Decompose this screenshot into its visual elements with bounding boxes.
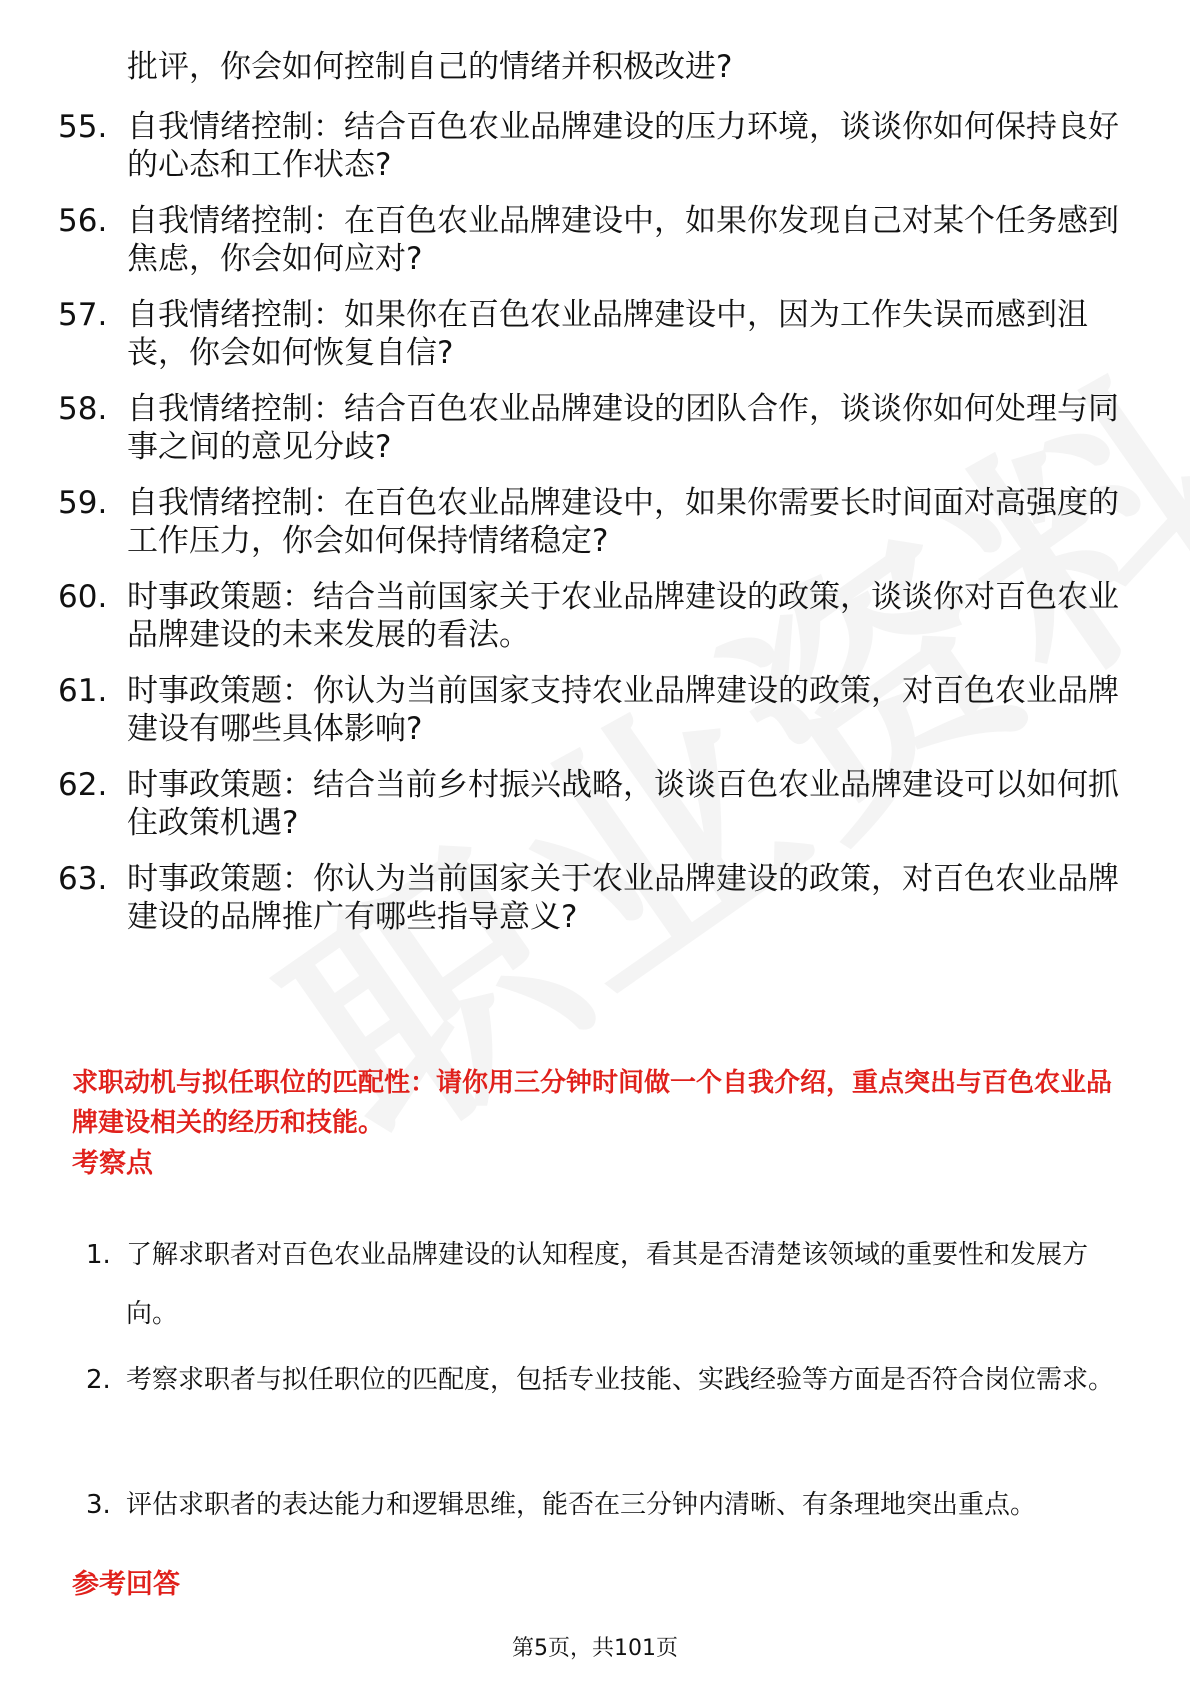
- page-indicator: 第5页，共101页: [512, 1636, 678, 1661]
- exam-points-label: 考察点: [72, 1148, 153, 1179]
- question-text: 自我情绪控制：如果你在百色农业品牌建设中，因为工作失误而感到沮丧，你会如何恢复自信?: [127, 297, 1088, 371]
- question-continuation: 批评，你会如何控制自己的情绪并积极改进?: [127, 49, 733, 85]
- question-text: 时事政策题：结合当前国家关于农业品牌建设的政策，谈谈你对百色农业品牌建设的未来发展的看法。: [127, 579, 1119, 653]
- question-text: 时事政策题：你认为当前国家关于农业品牌建设的政策，对百色农业品牌建设的品牌推广有哪些指导意义?: [127, 861, 1119, 935]
- list-text: 考察求职者与拟任职位的匹配度，包括专业技能、实践经验等方面是否符合岗位需求。: [126, 1365, 1115, 1395]
- question-number: 60.: [58, 579, 108, 615]
- question-number: 57.: [58, 297, 108, 333]
- list-text: 评估求职者的表达能力和逻辑思维，能否在三分钟内清晰、有条理地突出重点。: [126, 1490, 1037, 1520]
- list-number: 2.: [86, 1365, 111, 1395]
- question-number: 56.: [58, 203, 108, 239]
- question-text: 时事政策题：结合当前乡村振兴战略，谈谈百色农业品牌建设可以如何抓住政策机遇?: [127, 767, 1119, 841]
- question-number: 63.: [58, 861, 108, 897]
- question-text: 自我情绪控制：在百色农业品牌建设中，如果你需要长时间面对高强度的工作压力，你会如何保持情绪稳定?: [127, 485, 1119, 559]
- question-number: 58.: [58, 391, 108, 427]
- question-number: 59.: [58, 485, 108, 521]
- featured-question: 求职动机与拟任职位的匹配性：请你用三分钟时间做一个自我介绍，重点突出与百色农业品牌建设相关的经历和技能。: [72, 1068, 1113, 1138]
- question-number: 62.: [58, 767, 108, 803]
- list-number: 3.: [86, 1490, 111, 1520]
- question-text: 自我情绪控制：结合百色农业品牌建设的压力环境，谈谈你如何保持良好的心态和工作状态?: [127, 109, 1119, 183]
- question-text: 时事政策题：你认为当前国家支持农业品牌建设的政策，对百色农业品牌建设有哪些具体影响?: [127, 673, 1119, 747]
- question-number: 61.: [58, 673, 108, 709]
- list-text: 了解求职者对百色农业品牌建设的认知程度，看其是否清楚该领域的重要性和发展方向。: [126, 1240, 1089, 1329]
- question-text: 自我情绪控制：在百色农业品牌建设中，如果你发现自己对某个任务感到焦虑，你会如何应对?: [127, 203, 1119, 277]
- question-text: 自我情绪控制：结合百色农业品牌建设的团队合作，谈谈你如何处理与同事之间的意见分歧?: [127, 391, 1119, 465]
- question-number: 55.: [58, 109, 108, 145]
- reference-answer-label: 参考回答: [72, 1569, 180, 1600]
- list-number: 1.: [86, 1240, 111, 1270]
